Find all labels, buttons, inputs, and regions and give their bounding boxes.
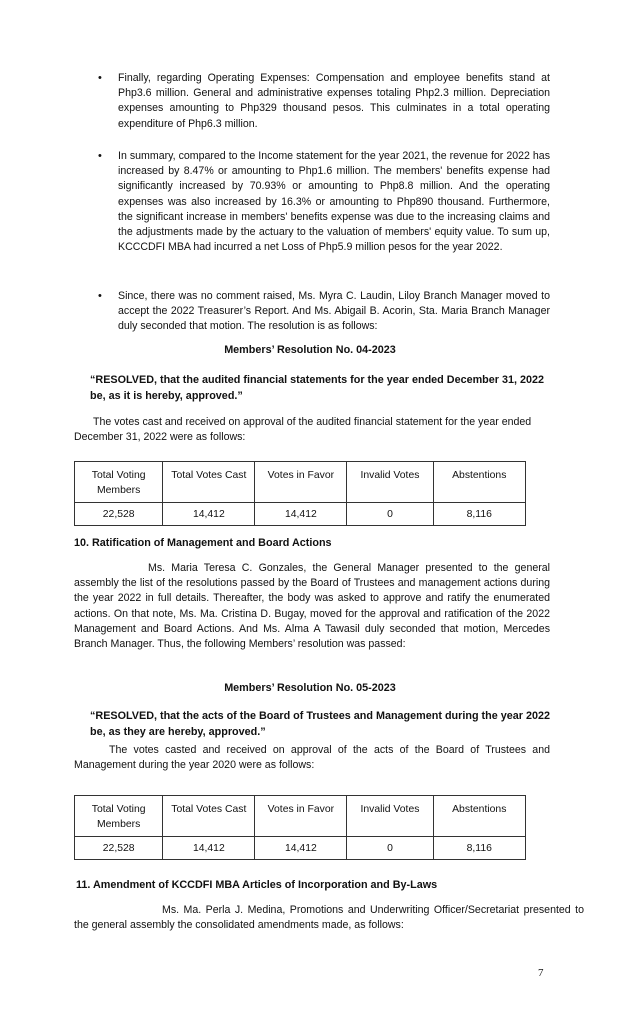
votes-table bbox=[74, 795, 526, 860]
table-header-cell: Abstentions bbox=[433, 462, 525, 503]
bullet-icon: • bbox=[98, 150, 102, 162]
table-cell: 14,412 bbox=[255, 503, 347, 526]
table-cell: 0 bbox=[347, 837, 433, 860]
table-header-cell: Votes in Favor bbox=[255, 462, 347, 503]
table-header-cell: Total Votes Cast bbox=[163, 462, 255, 503]
votes-table bbox=[74, 461, 526, 526]
table-cell: 8,116 bbox=[433, 503, 525, 526]
table-cell: 14,412 bbox=[163, 503, 255, 526]
table-cell: 14,412 bbox=[163, 837, 255, 860]
resolution-text: “RESOLVED, that the acts of the Board of Trustees and Management during the year 2022 be, as they are hereby, approved.” bbox=[90, 710, 550, 738]
section-paragraph: Ms. Maria Teresa C. Gonzales, the General Manager presented to the general assembly the list of the resolutions passed by the Board of Trustees and management actions during the year 2022 in full details. Thereafter, the body was asked to approve and ratify the enumerated actions. On that note, Ms. Ma. Cristina D. Bugay, moved for the approval and ratification of the 2022 Management and Board Actions. And Ms. Alma A Tawasil duly seconded that motion, Mercedes Branch Manager. Thus, the following Members’ resolution was passed: bbox=[74, 562, 550, 651]
table-cell: 22,528 bbox=[75, 837, 163, 860]
table-row bbox=[75, 503, 526, 526]
table-cell: 22,528 bbox=[75, 503, 163, 526]
section-heading: 11. Amendment of KCCDFI MBA Articles of Incorporation and By-Laws bbox=[76, 879, 438, 891]
page-number: 7 bbox=[538, 967, 544, 979]
table-header-cell: Total Voting Members bbox=[75, 462, 163, 503]
table-header-row bbox=[75, 796, 526, 837]
bullet-item bbox=[98, 71, 550, 132]
table-header-cell: Total Votes Cast bbox=[163, 796, 255, 837]
resolution-text: “RESOLVED, that the audited financial statements for the year ended December 31, 2022 be, as it is hereby, approved.” bbox=[90, 374, 545, 402]
table-header-cell: Total Voting Members bbox=[75, 796, 163, 837]
table-header-row bbox=[75, 462, 526, 503]
resolution-title: Members’ Resolution No. 04-2023 bbox=[224, 344, 396, 356]
bullet-text: In summary, compared to the Income statement for the year 2021, the revenue for 2022 has increased by 8.47% or amounting to Php1.6 million. The members' benefits expense had significantly increased by 70.93% or amounting to Php8.8 million. And the operating expenses was also increased by 16.3% or amounting to Php890 thousand. Furthermore, the significant increase in members' benefits expense was due to the increasing claims and the adjustments made by the actuary to the valuation of members' equity value. To sum up, KCCCDFI MBA had incurred a net Loss of Php5.9 million pesos for the year 2022. bbox=[118, 150, 550, 254]
resolution-title: Members’ Resolution No. 05-2023 bbox=[224, 682, 396, 694]
table-header-cell: Votes in Favor bbox=[255, 796, 347, 837]
votes-intro: The votes casted and received on approval of the acts of the Board of Trustees and Management during the year 2020 were as follows: bbox=[74, 744, 550, 772]
bullet-item bbox=[98, 149, 550, 255]
bullet-icon: • bbox=[98, 72, 102, 84]
table-row bbox=[75, 837, 526, 860]
table-cell: 0 bbox=[347, 503, 433, 526]
bullet-item bbox=[98, 289, 550, 335]
table-cell: 14,412 bbox=[255, 837, 347, 860]
table-header-cell: Invalid Votes bbox=[347, 462, 433, 503]
votes-intro: The votes cast and received on approval of the audited financial statement for the year ended December 31, 2022 were as follows: bbox=[74, 416, 532, 444]
table-cell: 8,116 bbox=[433, 837, 525, 860]
section-paragraph: Ms. Ma. Perla J. Medina, Promotions and Underwriting Officer/Secretariat presented to the general assembly the consolidated amendments made, as follows: bbox=[74, 904, 584, 932]
table-header-cell: Invalid Votes bbox=[347, 796, 433, 837]
bullet-text: Since, there was no comment raised, Ms. Myra C. Laudin, Liloy Branch Manager moved to accept the 2022 Treasurer’s Report. And Ms. Abigail B. Acorin, Sta. Maria Branch Manager duly seconded that motion. The resolution is as follows: bbox=[118, 290, 550, 333]
section-heading: 10. Ratification of Management and Board Actions bbox=[74, 537, 332, 549]
bullet-icon: • bbox=[98, 290, 102, 302]
table-header-cell: Abstentions bbox=[433, 796, 525, 837]
bullet-text: Finally, regarding Operating Expenses: Compensation and employee benefits stand at Php3.6 million. General and administrative expenses totaling Php2.3 million. Depreciation expenses amounting to Php329 thousand pesos. This culminates in a total operating expenditure of Php6.3 million. bbox=[118, 72, 550, 130]
